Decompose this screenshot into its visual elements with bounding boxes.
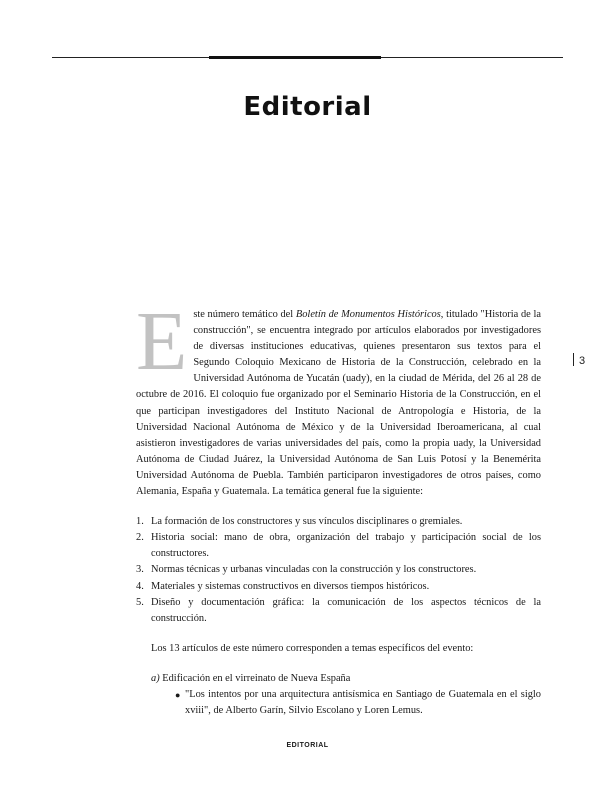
- list-text: Diseño y documentación gráfica: la comunicación de los aspectos técnicos de la construcción.: [151, 596, 541, 624]
- list-item: [136, 514, 541, 530]
- list-item: [175, 687, 541, 719]
- list-text: Historia social: mano de obra, organización del trabajo y participación social de los constructores.: [151, 532, 541, 560]
- journal-title: Boletín de Monumentos Históricos: [295, 309, 441, 320]
- section-letter: a): [151, 672, 160, 684]
- list-number: 4.: [136, 580, 144, 592]
- bullet-icon: ●: [175, 689, 181, 700]
- list-text: Normas técnicas y urbanas vinculadas con la construcción y los constructores.: [151, 564, 477, 576]
- para1-text-b: , titulado "Historia de la construcción", se encuentra integrado por artículos elaborados por investigadores de diversas instituciones educativas, quienes presentaron sus textos para el Segundo Coloquio Mexicano de Historia de la Construcción, celebrado en la Universidad Autónoma de Yucatán (uady), en la ciudad de Mérida, del 26 al 28 de octubre de 2016. El coloquio fue organizado por el Seminario Historia de la Construcción, en el que participan investigadores del Instituto Nacional de Antropología e Historia, de la Universidad Nacional Autónoma de México y de la Universidad Iberoamericana, al cual asistieron investigadores de varias universidades del país, como la propia uady, la Universidad Autónoma de Ciudad Juárez, la Universidad Autónoma de San Luis Potosí y la Benemérita Universidad Autónoma de Puebla. También participaron investigadores de otros países, como Alemania, España y Guatemala. La temática general fue la siguiente:: [136, 309, 541, 498]
- list-item: [136, 579, 541, 595]
- list-item: [136, 562, 541, 578]
- first-paragraph: [136, 295, 541, 500]
- article-body: [136, 295, 541, 719]
- list-number: 2.: [136, 532, 144, 544]
- page-number: [573, 353, 585, 367]
- bullet-list: [151, 687, 541, 719]
- list-text: La formación de los constructores y sus vínculos disciplinares o gremiales.: [151, 516, 463, 528]
- list-number: 5.: [136, 596, 144, 608]
- list-text: Materiales y sistemas constructivos en diversos tiempos históricos.: [151, 580, 430, 592]
- header-rule-accent: [209, 56, 381, 59]
- page-number-text: 3: [579, 355, 586, 367]
- drop-cap: E: [136, 295, 188, 388]
- intro-line: Los 13 artículos de este número corresponden a temas específicos del evento:: [151, 642, 474, 654]
- list-item: [136, 530, 541, 562]
- bullet-text: "Los intentos por una arquitectura antisísmica en Santiago de Guatemala en el siglo xviii", de Alberto Garín, Silvio Escolano y Loren Lemus.: [185, 688, 541, 717]
- list-number: 3.: [136, 564, 144, 576]
- list-item: [136, 595, 541, 627]
- section-title: Edificación en el virreinato de Nueva España: [162, 672, 351, 684]
- themes-list: [136, 514, 541, 627]
- page-title: Editorial: [243, 92, 372, 122]
- section-a-heading: [151, 671, 541, 687]
- running-footer: EDITORIAL: [286, 742, 329, 749]
- section-a: [136, 671, 541, 719]
- para1-text-a: ste número temático del: [193, 309, 296, 320]
- page-number-bar: [573, 353, 574, 366]
- list-number: 1.: [136, 516, 144, 528]
